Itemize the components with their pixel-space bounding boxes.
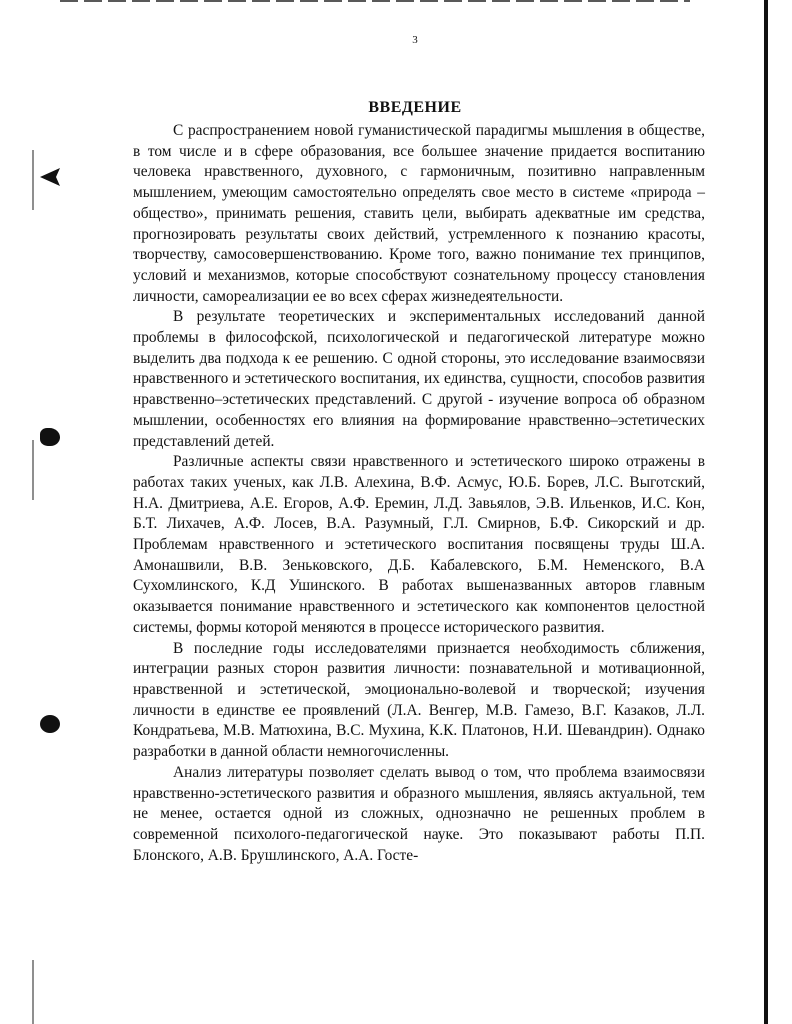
scan-left-margin-line (32, 440, 34, 500)
page-number: 3 (412, 34, 418, 46)
paragraph: Анализ литературы позволяет сделать вывод о том, что проблема взаимосвязи нравственно-эстетического развития и образного мышления, являясь актуальной, тем не менее, остается одной из сложных, однозначно не решенных проблем в современной психолого-педагогической науке. Это показывают работы П.П. Блонского, А.В. Брушлинского, А.А. Госте- (133, 763, 705, 864)
paragraph: В результате теоретических и экспериментальных исследований данной проблемы в философской, психологической и педагогической литературе можно выделить два подхода к ее решению. С одной стороны, это исследование взаимосвязи нравственного и эстетического воспитания, их единства, сущности, способов развития нравственно–эстетических представлений. С другой - изучение вопроса об образном мышлении, особенностях его влияния на формирование нравственно–эстетических представлений детей. (133, 308, 705, 450)
punch-hole-mark (40, 428, 60, 446)
scan-left-margin-line (32, 960, 34, 1024)
paragraph: Различные аспекты связи нравственного и эстетического широко отражены в работах таких ученых, как Л.В. Алехина, В.Ф. Асмус, Ю.Б. Борев, Л.С. Выготский, Н.А. Дмитриева, А.Е. Егоров, А.Ф. Еремин, Л.Д. Завьялов, Э.В. Ильенков, И.С. Кон, Б.Т. Лихачев, А.Ф. Лосев, В.А. Разумный, Г.Л. Смирнов, Б.Ф. Сикорский и др. Проблемам нравственного и эстетического воспитания посвящены труды Ш.А. Амонашвили, В.В. Зеньковского, Д.Б. Кабалевского, Б.М. Неменского, В.А Сухомлинского, К.Д Ушинского. В работах вышеназванных авторов главным оказывается понимание нравственного и эстетического как компонентов целостной системы, формы которой меняются в процессе исторического развития. (133, 453, 705, 636)
body-text (133, 121, 705, 866)
punch-hole-mark (40, 168, 60, 186)
scan-left-margin-line (32, 150, 34, 210)
section-heading: ВВЕДЕНИЕ (368, 99, 462, 116)
punch-hole-mark (40, 715, 60, 733)
paragraph: В последние годы исследователями признается необходимость сближения, интеграции разных сторон развития личности: познавательной и мотивационной, нравственной и эстетической, эмоционально-волевой и творческой; изучения личности в единстве ее проявлений (Л.А. Венгер, М.В. Гамезо, В.Г. Казаков, Л.Л. Кондратьева, М.В. Матюхина, В.С. Мухина, К.К. Платонов, Н.И. Шевандрин). Однако разработки в данной области немногочисленны. (133, 639, 705, 761)
scan-top-edge-artifact (60, 0, 690, 2)
scan-right-edge-artifact (764, 0, 768, 1024)
paragraph: С распространением новой гуманистической парадигмы мышления в обществе, в том числе и в сфере образования, все большее значение придается воспитанию человека нравственного, духовного, с гармоничным, позитивно направленным мышлением, умеющим самостоятельно определять свое место в системе «природа – общество», принимать решения, ставить цели, выбирать адекватные им средства, прогнозировать результаты своих действий, устремленного к познанию красоты, творчеству, самосовершенствованию. Кроме того, важно понимание тех принципов, условий и механизмов, которые способствуют сознательному процессу становления личности, самореализации ее во всех сферах жизнедеятельности. (133, 122, 705, 305)
